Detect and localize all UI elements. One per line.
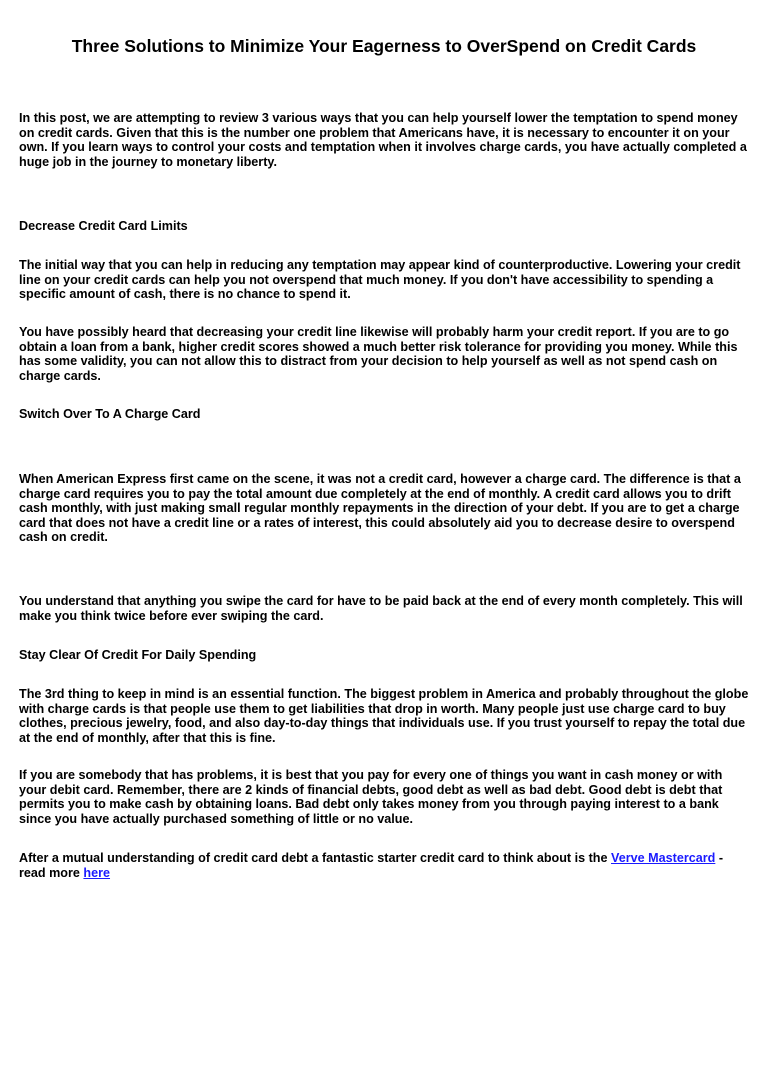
closing-text-before: After a mutual understanding of credit card debt a fantastic starter credit card to think about is the <box>19 851 612 865</box>
section3-paragraph-2: If you are somebody that has problems, it is best that you pay for every one of things you want in cash money or with your debit card. Remember, there are 2 kinds of financial debts, good debt as well as bad debt. Good debt is debt that permits you to make cash by obtaining loans. Bad debt only takes money from you through paying interest to a bank since you have actually purchased something of little or no value. <box>19 768 723 826</box>
closing-paragraph <box>19 851 751 880</box>
document-title: Three Solutions to Minimize Your Eagerness to OverSpend on Credit Cards <box>71 36 697 56</box>
intro-paragraph: In this post, we are attempting to review 3 various ways that you can help yourself lower the temptation to spend money on credit cards. Given that this is the number one problem that Americans have, it is necessary to encounter it on your own. If you learn ways to control your costs and temptation when it involves charge cards, you have actually completed a huge job in the journey to monetary liberty. <box>19 111 747 169</box>
read-more-link[interactable]: here <box>83 865 111 880</box>
section1-paragraph-1: The initial way that you can help in reducing any temptation may appear kind of counterproductive. Lowering your credit line on your credit cards can help you not overspend that much money. If you don't have accessibility to spending a specific amount of cash, there is no chance to spend it. <box>19 258 741 302</box>
section2-paragraph-1: When American Express first came on the scene, it was not a credit card, however a charge card. The difference is that a charge card requires you to pay the total amount due completely at the end of monthly. A credit card allows you to drift cash monthly, with just making small regular monthly repayments in the direction of your debt. If you are to get a charge card that does not have a credit line or a rates of interest, this could absolutely aid you to decrease desire to overspend cash on credit. <box>19 472 741 545</box>
section-heading-decrease-limits: Decrease Credit Card Limits <box>19 219 188 233</box>
verve-mastercard-link[interactable]: Verve Mastercard <box>611 851 716 865</box>
section-heading-charge-card: Switch Over To A Charge Card <box>19 407 201 421</box>
section1-paragraph-2: You have possibly heard that decreasing your credit line likewise will probably harm your credit report. If you are to go obtain a loan from a bank, higher credit scores showed a much better risk tolerance for providing you money. While this has some validity, you can not allow this to distract from your decision to help yourself as well as not spend cash on charge cards. <box>19 325 738 383</box>
closing-text-middle: - read more <box>19 851 724 880</box>
section2-paragraph-2: You understand that anything you swipe the card for have to be paid back at the end of every month completely. This will make you think twice before ever swiping the card. <box>19 594 743 623</box>
section-heading-daily-spending: Stay Clear Of Credit For Daily Spending <box>19 648 257 662</box>
section3-paragraph-1: The 3rd thing to keep in mind is an essential function. The biggest problem in America and probably throughout the globe with charge cards is that people use them to get liabilities that drop in worth. Many people just use charge card to buy clothes, precious jewelry, food, and also day-to-day things that individuals use. If you trust yourself to repay the total due at the end of monthly, after that this is fine. <box>19 687 749 745</box>
